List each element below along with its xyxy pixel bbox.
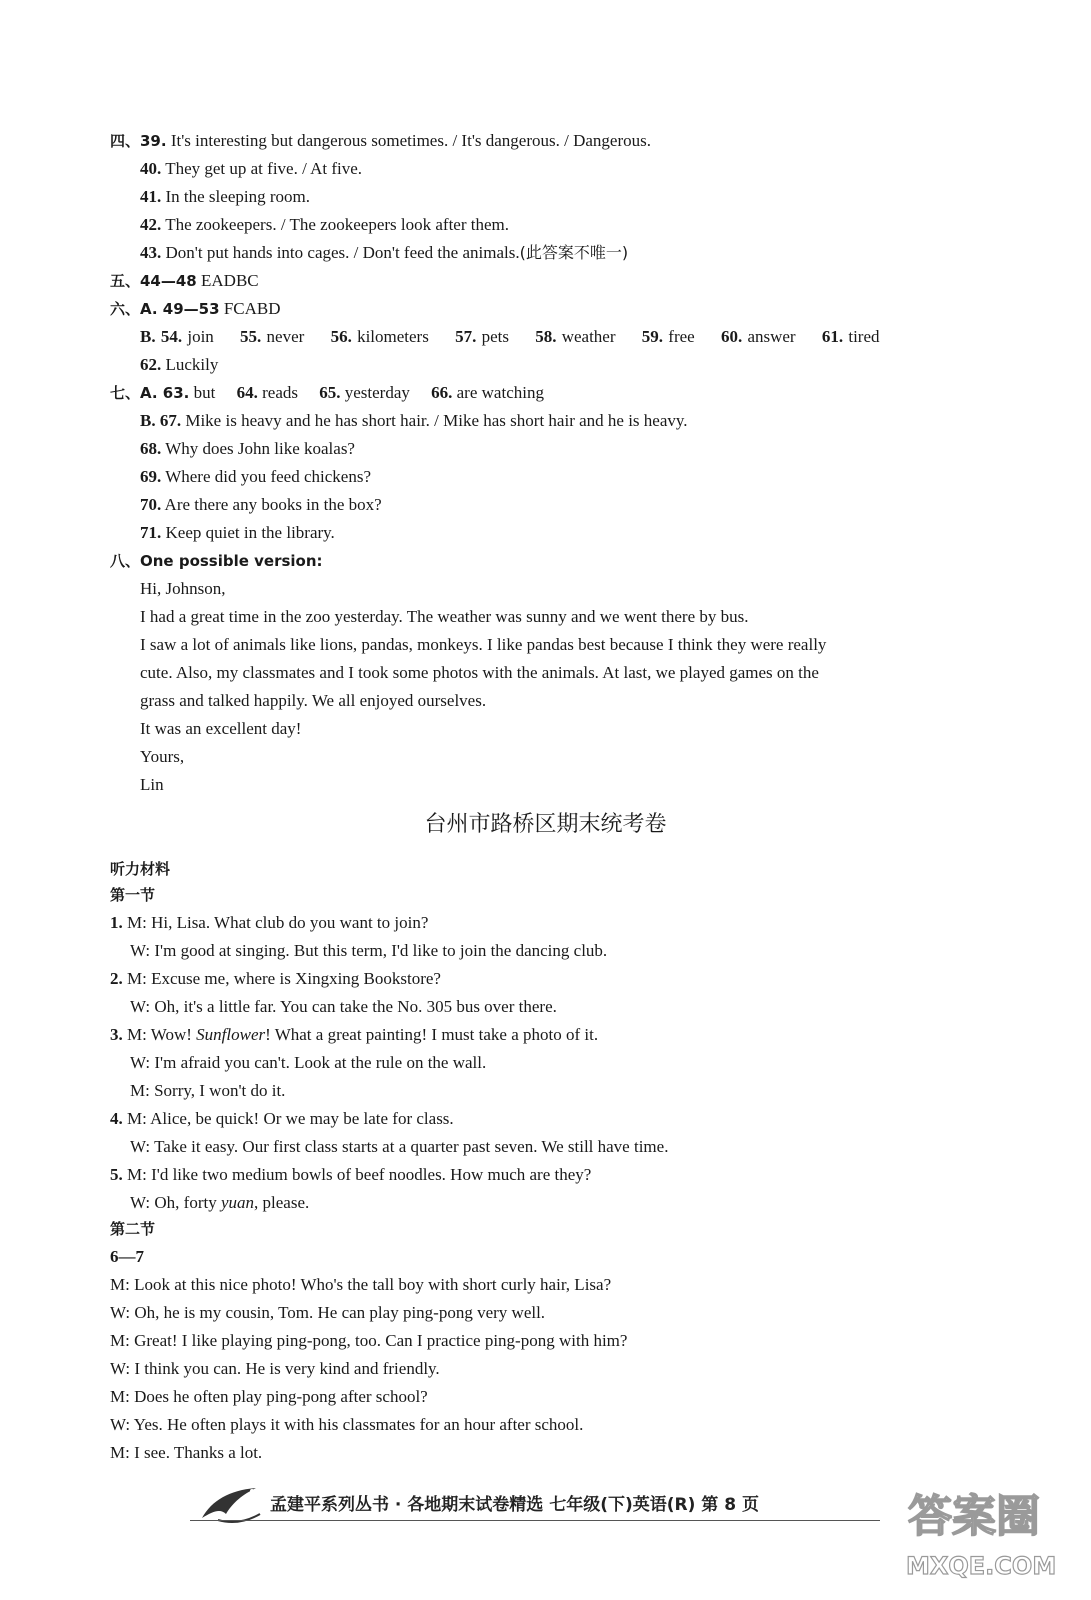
conversation-line: W: I think you can. He is very kind and friendly.: [110, 1359, 440, 1378]
letter-paragraph-2-line-1: I saw a lot of animals like lions, pandas, monkeys. I like pandas best because I think they were really: [140, 635, 827, 654]
answer-43: 43. Don't put hands into cages. / Don't feed the animals.(此答案不唯一): [140, 243, 629, 262]
answer-39: 四、39. It's interesting but dangerous sometimes. / It's dangerous. / Dangerous.: [110, 131, 651, 150]
answer-42: 42. The zookeepers. / The zookeepers look after them.: [140, 215, 509, 234]
listening-heading: 听力材料: [110, 860, 171, 878]
letter-paragraph-2-line-2: cute. Also, my classmates and I took some photos with the animals. At last, we played games on the: [140, 663, 819, 682]
dialogue-2-m: 2. M: Excuse me, where is Xingxing Bookstore?: [110, 969, 441, 988]
dialogue-3-w: W: I'm afraid you can't. Look at the rule on the wall.: [130, 1053, 487, 1072]
dialogue-5-w: W: Oh, forty yuan, please.: [130, 1193, 310, 1212]
dialogue-1-w: W: I'm good at singing. But this term, I'd like to join the dancing club.: [130, 941, 608, 960]
dialogue-3-m: 3. M: Wow! Sunflower! What a great painting! I must take a photo of it.: [110, 1025, 599, 1044]
answer-68: 68. Why does John like koalas?: [140, 439, 355, 458]
conversation-line: W: Yes. He often plays it with his classmates for an hour after school.: [110, 1415, 584, 1434]
answer-section-6b: B. 54. join 55. never 56. kilometers 57. pets 58. weather 59. free 60. answer 61. tired: [140, 327, 880, 346]
listening-part-1: 第一节: [110, 886, 156, 904]
conversation-line: M: I see. Thanks a lot.: [110, 1443, 263, 1462]
letter-signature: Lin: [140, 775, 164, 794]
watermark-url: MXQE.COM: [906, 1552, 1057, 1580]
listening-part-2: 第二节: [110, 1220, 156, 1238]
question-range: 6—7: [110, 1247, 144, 1266]
dialogue-2-w: W: Oh, it's a little far. You can take the No. 305 bus over there.: [130, 997, 557, 1016]
section-8-heading: 八、One possible version:: [110, 552, 323, 570]
dialogue-4-w: W: Take it easy. Our first class starts at a quarter past seven. We still have time.: [130, 1137, 669, 1156]
conversation-line: W: Oh, he is my cousin, Tom. He can play ping-pong very well.: [110, 1303, 546, 1322]
answer-70: 70. Are there any books in the box?: [140, 495, 382, 514]
conversation-line: M: Does he often play ping-pong after school?: [110, 1387, 428, 1406]
conversation-line: M: Look at this nice photo! Who's the tall boy with short curly hair, Lisa?: [110, 1275, 612, 1294]
letter-paragraph-1: I had a great time in the zoo yesterday. The weather was sunny and we went there by bus.: [140, 607, 749, 626]
conversation-line: M: Great! I like playing ping-pong, too. Can I practice ping-pong with him?: [110, 1331, 628, 1350]
answer-section-6a: 六、A. 49—53 FCABD: [110, 299, 281, 318]
answer-71: 71. Keep quiet in the library.: [140, 523, 335, 542]
dialogue-1-m: 1. M: Hi, Lisa. What club do you want to join?: [110, 913, 429, 932]
answer-62: 62. Luckily: [140, 355, 219, 374]
letter-paragraph-2-line-3: grass and talked happily. We all enjoyed ourselves.: [140, 691, 487, 710]
letter-closing: Yours,: [140, 747, 185, 766]
letter-paragraph-3: It was an excellent day!: [140, 719, 302, 738]
dialogue-3-m2: M: Sorry, I won't do it.: [130, 1081, 286, 1100]
footer-text: 孟建平系列丛书 · 各地期末试卷精选 七年级(下)英语(R) 第 8 页: [270, 1495, 759, 1515]
watermark-logo: [898, 1476, 1078, 1586]
answer-40: 40. They get up at five. / At five.: [140, 159, 363, 178]
exam-title: 台州市路桥区期末统考卷: [424, 812, 667, 837]
answer-41: 41. In the sleeping room.: [140, 187, 310, 206]
answer-section-5: 五、44—48 EADBC: [110, 271, 259, 290]
answer-section-7a: 七、A. 63. but 64. reads 65. yesterday 66. are watching: [110, 383, 544, 402]
answer-67: B. 67. Mike is heavy and he has short hair. / Mike has short hair and he is heavy.: [140, 411, 688, 430]
watermark-title: 答案圈: [908, 1491, 1040, 1542]
answer-69: 69. Where did you feed chickens?: [140, 467, 371, 486]
dialogue-5-m: 5. M: I'd like two medium bowls of beef noodles. How much are they?: [110, 1165, 592, 1184]
letter-greeting: Hi, Johnson,: [140, 579, 226, 598]
dialogue-4-m: 4. M: Alice, be quick! Or we may be late for class.: [110, 1109, 454, 1128]
